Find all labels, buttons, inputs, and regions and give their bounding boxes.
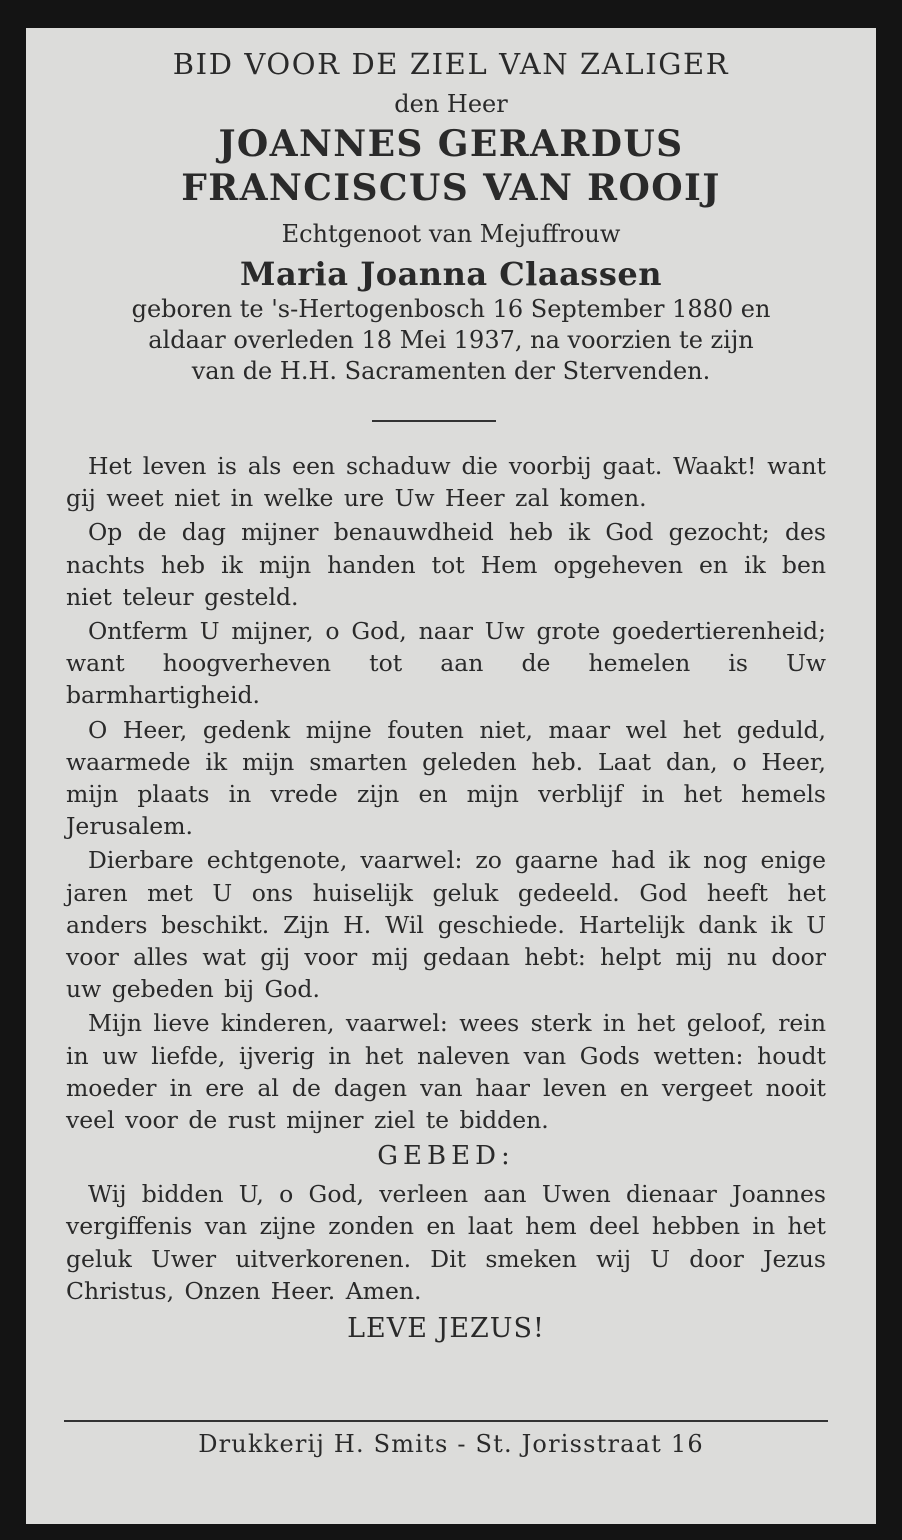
verse-paragraph: Op de dag mijner benauwdheid heb ik God gezocht; des nachts heb ik mijn handen tot Hem opgeheven en ik ben niet teleur gesteld.	[66, 518, 826, 611]
verse-paragraph: Mijn lieve kinderen, vaarwel: wees sterk in het geloof, rein in uw liefde, ijverig in het naleven van Gods wetten: houdt moeder in ere al de dagen van haar leven en vergeet nooit veel voor de rust mijner ziel te bidden.	[66, 1009, 826, 1135]
closing-line: LEVE JEZUS!	[347, 1313, 545, 1345]
prayer-heading: GEBED:	[377, 1141, 515, 1172]
spouse-intro: Echtgenoot van Mejuffrouw	[281, 220, 621, 248]
verses-block	[66, 450, 826, 1349]
card-header	[26, 42, 876, 387]
printer-credit: Drukkerij H. Smits - St. Jorisstraat 16	[198, 1430, 704, 1458]
footer-divider	[64, 1420, 828, 1422]
opening-line: BID VOOR DE ZIEL VAN ZALIGER	[172, 47, 730, 81]
title-prefix: den Heer	[394, 90, 508, 118]
bio-line-3: van de H.H. Sacramenten der Stervenden.	[191, 357, 711, 385]
verse-paragraph: Ontferm U mijner, o God, naar Uw grote goedertierenheid; want hoogverheven tot aan de hemelen is Uw barmhartigheid.	[66, 617, 826, 710]
bio-line-1: geboren te 's-Hertogenbosch 16 September 1880 en	[131, 295, 771, 323]
header-divider	[372, 420, 496, 422]
spouse-name: Maria Joanna Claassen	[240, 255, 662, 293]
memorial-card	[26, 28, 876, 1524]
verse-paragraph: Het leven is als een schaduw die voorbij gaat. Waakt! want gij weet niet in welke ure Uw Heer zal komen.	[66, 452, 826, 513]
verse-paragraph: Dierbare echtgenote, vaarwel: zo gaarne had ik nog enige jaren met U ons huiselijk geluk gedeeld. God heeft het anders beschikt. Zijn H. Wil geschiede. Hartelijk dank ik U voor alles wat gij voor mij gedaan hebt: helpt mij nu door uw gebeden bij God.	[66, 846, 826, 1004]
verse-paragraph: O Heer, gedenk mijne fouten niet, maar wel het geduld, waarmede ik mijn smarten geleden heb. Laat dan, o Heer, mijn plaats in vrede zijn en mijn verblijf in het hemels Jerusalem.	[66, 715, 826, 841]
deceased-name-line-1: JOANNES GERARDUS	[218, 123, 684, 165]
prayer-text: Wij bidden U, o God, verleen aan Uwen dienaar Joannes vergiffenis van zijne zonden en laat hem deel hebben in het geluk Uwer uitverkorenen. Dit smeken wij U door Jezus Christus, Onzen Heer. Amen.	[66, 1180, 826, 1305]
bio-line-2: aldaar overleden 18 Mei 1937, na voorzien te zijn	[148, 326, 754, 354]
deceased-name-line-2: FRANCISCUS VAN ROOIJ	[181, 167, 721, 209]
